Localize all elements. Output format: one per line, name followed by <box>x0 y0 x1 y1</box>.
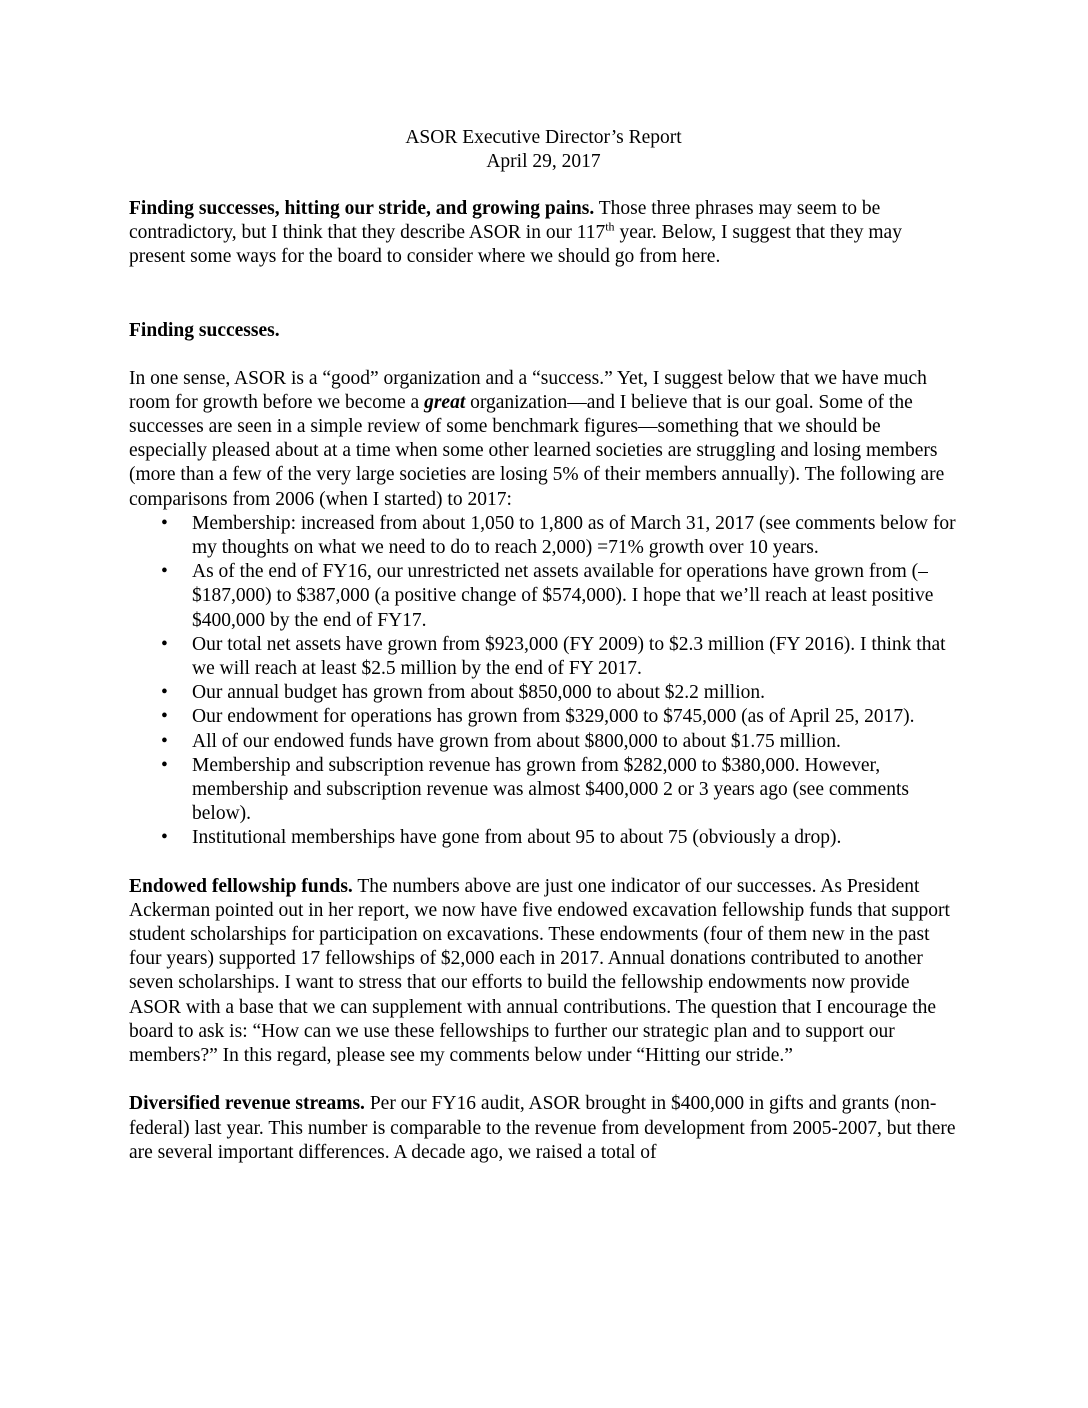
fellowship-paragraph <box>129 875 958 1069</box>
fellowship-lead: Endowed fellowship funds. <box>129 875 353 897</box>
list-item-text: Our endowment for operations has grown from $329,000 to $745,000 (as of April 25, 2017). <box>192 706 915 728</box>
revenue-lead: Diversified revenue streams. <box>129 1093 365 1115</box>
list-item <box>129 754 958 827</box>
intro-text-a: Those three phrases may seem to be contradictory, but I think that they describe ASOR in our 117 <box>129 198 881 244</box>
bullet-icon: • <box>161 512 168 534</box>
list-item-text: Our total net assets have grown from $923,000 (FY 2009) to $2.3 million (FY 2016). I think that we will reach at least $2.5 million by the end of FY 2017. <box>192 633 946 680</box>
list-item-text: Membership: increased from about 1,050 to 1,800 as of March 31, 2017 (see comments below for my thoughts on what we need to do to reach 2,000) =71% growth over 10 years. <box>192 512 956 559</box>
bullet-icon: • <box>161 730 168 752</box>
report-header <box>129 126 958 174</box>
list-item <box>129 730 958 754</box>
list-item <box>129 705 958 729</box>
successes-text-b: organization—and I believe that is our goal. Some of the successes are seen in a simple review of some benchmark figures—something that we should be especially pleased about at a time when some other learned societies are struggling and losing members (more than a few of the very large societies are losing 5% of their members annually). The following are comparisons from 2006 (when I started) to 2017: <box>129 391 945 510</box>
revenue-text: Per our FY16 audit, ASOR brought in $400,000 in gifts and grants (non-federal) last year. This number is comparable to the revenue from development from 2005-2007, but there are several important differences. A decade ago, we raised a total of <box>129 1093 956 1163</box>
report-date: April 29, 2017 <box>486 151 601 172</box>
emphasis-great: great <box>424 391 466 413</box>
list-item <box>129 826 958 850</box>
bullet-icon: • <box>161 706 168 728</box>
list-item <box>129 681 958 705</box>
successes-text-a: In one sense, ASOR is a “good” organization and a “success.” Yet, I suggest below that we have much room for growth before we become a <box>129 367 927 413</box>
list-item-text: Institutional memberships have gone from about 95 to about 75 (obviously a drop). <box>192 827 842 849</box>
successes-paragraph <box>129 367 958 512</box>
intro-text-b: year. Below, I suggest that they may present some ways for the board to consider where we should go from here. <box>129 222 902 268</box>
ordinal-suffix: th <box>605 219 615 234</box>
bullet-icon: • <box>161 827 168 849</box>
list-item-text: All of our endowed funds have grown from about $800,000 to about $1.75 million. <box>192 730 841 752</box>
report-title: ASOR Executive Director’s Report <box>405 127 682 148</box>
bullet-icon: • <box>161 682 168 704</box>
list-item-text: Our annual budget has grown from about $850,000 to about $2.2 million. <box>192 682 766 704</box>
intro-paragraph <box>129 197 958 270</box>
revenue-paragraph <box>129 1092 958 1165</box>
list-item <box>129 512 958 560</box>
list-item-text: Membership and subscription revenue has grown from $282,000 to $380,000. However, membership and subscription revenue was almost $400,000 2 or 3 years ago (see comments below). <box>192 754 909 825</box>
benchmark-list <box>129 512 958 851</box>
fellowship-text: The numbers above are just one indicator of our successes. As President Ackerman pointed out in her report, we now have five endowed excavation fellowship funds that support student scholarships for participation on excavations. These endowments (four of them new in the past four years) supported 17 fellowships of $2,000 each in 2017. Annual donations contributed to another seven scholarships. I want to stress that our efforts to build the fellowship endowments now provide ASOR with a base that we can supplement with annual contributions. The question that I encourage the board to ask is: “How can we use these fellowships to further our strategic plan and to support our members?” In this regard, please see my comments below under “Hitting our stride.” <box>129 875 950 1067</box>
bullet-icon: • <box>161 561 168 583</box>
list-item-text: As of the end of FY16, our unrestricted net assets available for operations have grown from (–$187,000) to $387,000 (a positive change of $574,000). I hope that we’ll reach at least positive $400,000 by the end of FY17. <box>192 561 934 631</box>
section-heading-finding-successes: Finding successes. <box>129 319 280 341</box>
intro-lead: Finding successes, hitting our stride, and growing pains. <box>129 198 595 219</box>
list-item <box>129 633 958 681</box>
bullet-icon: • <box>161 754 168 776</box>
bullet-icon: • <box>161 633 168 655</box>
list-item <box>129 560 958 633</box>
